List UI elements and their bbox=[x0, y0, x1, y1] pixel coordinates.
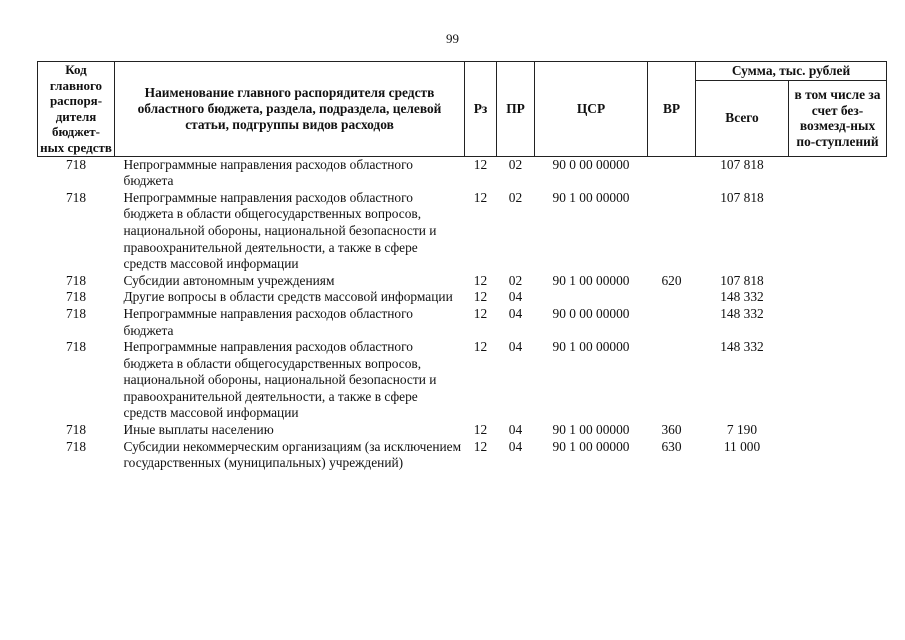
header-rz: Рз bbox=[465, 62, 497, 157]
header-free: в том числе за счет без-возмезд-ных по-ступлений bbox=[789, 81, 887, 157]
row-name: Непрограммные направления расходов областного бюджета в области общегосударственных вопросов, национальной обороны, национальной безопасности и правоохранительной деятельности, а также в сфере средств массовой информации bbox=[123, 189, 437, 272]
row-pr: 02 bbox=[508, 189, 523, 205]
row-free bbox=[789, 190, 887, 273]
row-pr: 04 bbox=[508, 289, 523, 305]
row-pr: 02 bbox=[508, 156, 523, 172]
row-total: 11 000 bbox=[723, 438, 761, 454]
row-csr: 90 1 00 00000 bbox=[552, 272, 630, 288]
row-free bbox=[789, 339, 887, 422]
row-rz: 12 bbox=[473, 438, 488, 454]
row-free bbox=[789, 273, 887, 290]
row-name: Иные выплаты населению bbox=[123, 422, 274, 438]
row-code: 718 bbox=[65, 272, 87, 288]
row-pr: 02 bbox=[508, 272, 523, 288]
row-name: Субсидии некоммерческим организациям (за исключением государственных (муниципальных) учреждений) bbox=[123, 438, 462, 471]
row-total: 148 332 bbox=[720, 339, 764, 355]
row-code: 718 bbox=[65, 438, 87, 454]
row-vr: 620 bbox=[661, 272, 682, 288]
row-total: 107 818 bbox=[720, 189, 764, 205]
row-name: Другие вопросы в области средств массовой информации bbox=[123, 289, 453, 305]
row-code: 718 bbox=[65, 189, 87, 205]
table-row bbox=[38, 190, 887, 273]
row-csr: 90 1 00 00000 bbox=[552, 339, 630, 355]
table-row bbox=[38, 156, 887, 190]
budget-table bbox=[37, 61, 887, 472]
row-code: 718 bbox=[65, 339, 87, 355]
page-number: 99 bbox=[446, 31, 459, 46]
row-vr: 360 bbox=[661, 422, 682, 438]
row-free bbox=[789, 289, 887, 306]
header-name: Наименование главного распорядителя средств областного бюджета, раздела, подраздела, целевой статьи, подгруппы видов расходов bbox=[115, 62, 465, 157]
row-rz: 12 bbox=[473, 156, 488, 172]
table-row bbox=[38, 289, 887, 306]
table-row bbox=[38, 439, 887, 472]
header-code: Код главного распоря-дителя бюджет-ных средств bbox=[38, 62, 115, 157]
row-rz: 12 bbox=[473, 305, 488, 321]
header-total: Всего bbox=[696, 81, 789, 157]
row-total: 107 818 bbox=[720, 156, 764, 172]
row-total: 7 190 bbox=[726, 422, 758, 438]
row-code: 718 bbox=[65, 305, 87, 321]
row-name: Непрограммные направления расходов областного бюджета в области общегосударственных вопросов, национальной обороны, национальной безопасности и правоохранительной деятельности, а также в сфере средств массовой информации bbox=[123, 339, 437, 421]
row-free bbox=[789, 422, 887, 439]
row-rz: 12 bbox=[473, 272, 488, 288]
row-name: Непрограммные направления расходов областного бюджета bbox=[123, 156, 413, 189]
row-name: Непрограммные направления расходов областного бюджета bbox=[123, 305, 413, 338]
row-code: 718 bbox=[65, 422, 87, 438]
table-row bbox=[38, 339, 887, 422]
row-csr: 90 1 00 00000 bbox=[552, 438, 630, 454]
row-csr: 90 1 00 00000 bbox=[552, 422, 630, 438]
header-pr: ПР bbox=[497, 62, 535, 157]
header-sum-group: Сумма, тыс. рублей bbox=[696, 62, 887, 81]
row-vr bbox=[648, 339, 696, 422]
row-vr bbox=[648, 156, 696, 190]
row-total: 148 332 bbox=[720, 289, 764, 305]
row-rz: 12 bbox=[473, 422, 488, 438]
row-vr bbox=[648, 190, 696, 273]
row-pr: 04 bbox=[508, 339, 523, 355]
row-total: 107 818 bbox=[720, 272, 764, 288]
header-csr: ЦСР bbox=[535, 62, 648, 157]
row-vr: 630 bbox=[661, 438, 682, 454]
row-csr bbox=[535, 289, 648, 306]
row-vr bbox=[648, 306, 696, 339]
table-row bbox=[38, 422, 887, 439]
row-rz: 12 bbox=[473, 339, 488, 355]
table-row bbox=[38, 306, 887, 339]
table-row bbox=[38, 273, 887, 290]
row-csr: 90 0 00 00000 bbox=[552, 156, 630, 172]
row-csr: 90 0 00 00000 bbox=[552, 305, 630, 321]
row-rz: 12 bbox=[473, 189, 488, 205]
row-total: 148 332 bbox=[720, 305, 764, 321]
table-header bbox=[38, 62, 887, 157]
row-free bbox=[789, 439, 887, 472]
header-vr: ВР bbox=[648, 62, 696, 157]
row-free bbox=[789, 156, 887, 190]
row-pr: 04 bbox=[508, 438, 523, 454]
table-body bbox=[38, 156, 887, 472]
row-code: 718 bbox=[65, 289, 87, 305]
row-pr: 04 bbox=[508, 422, 523, 438]
row-rz: 12 bbox=[473, 289, 488, 305]
row-vr bbox=[648, 289, 696, 306]
row-name: Субсидии автономным учреждениям bbox=[123, 272, 335, 288]
row-csr: 90 1 00 00000 bbox=[552, 189, 630, 205]
row-free bbox=[789, 306, 887, 339]
row-code: 718 bbox=[65, 156, 87, 172]
row-pr: 04 bbox=[508, 305, 523, 321]
